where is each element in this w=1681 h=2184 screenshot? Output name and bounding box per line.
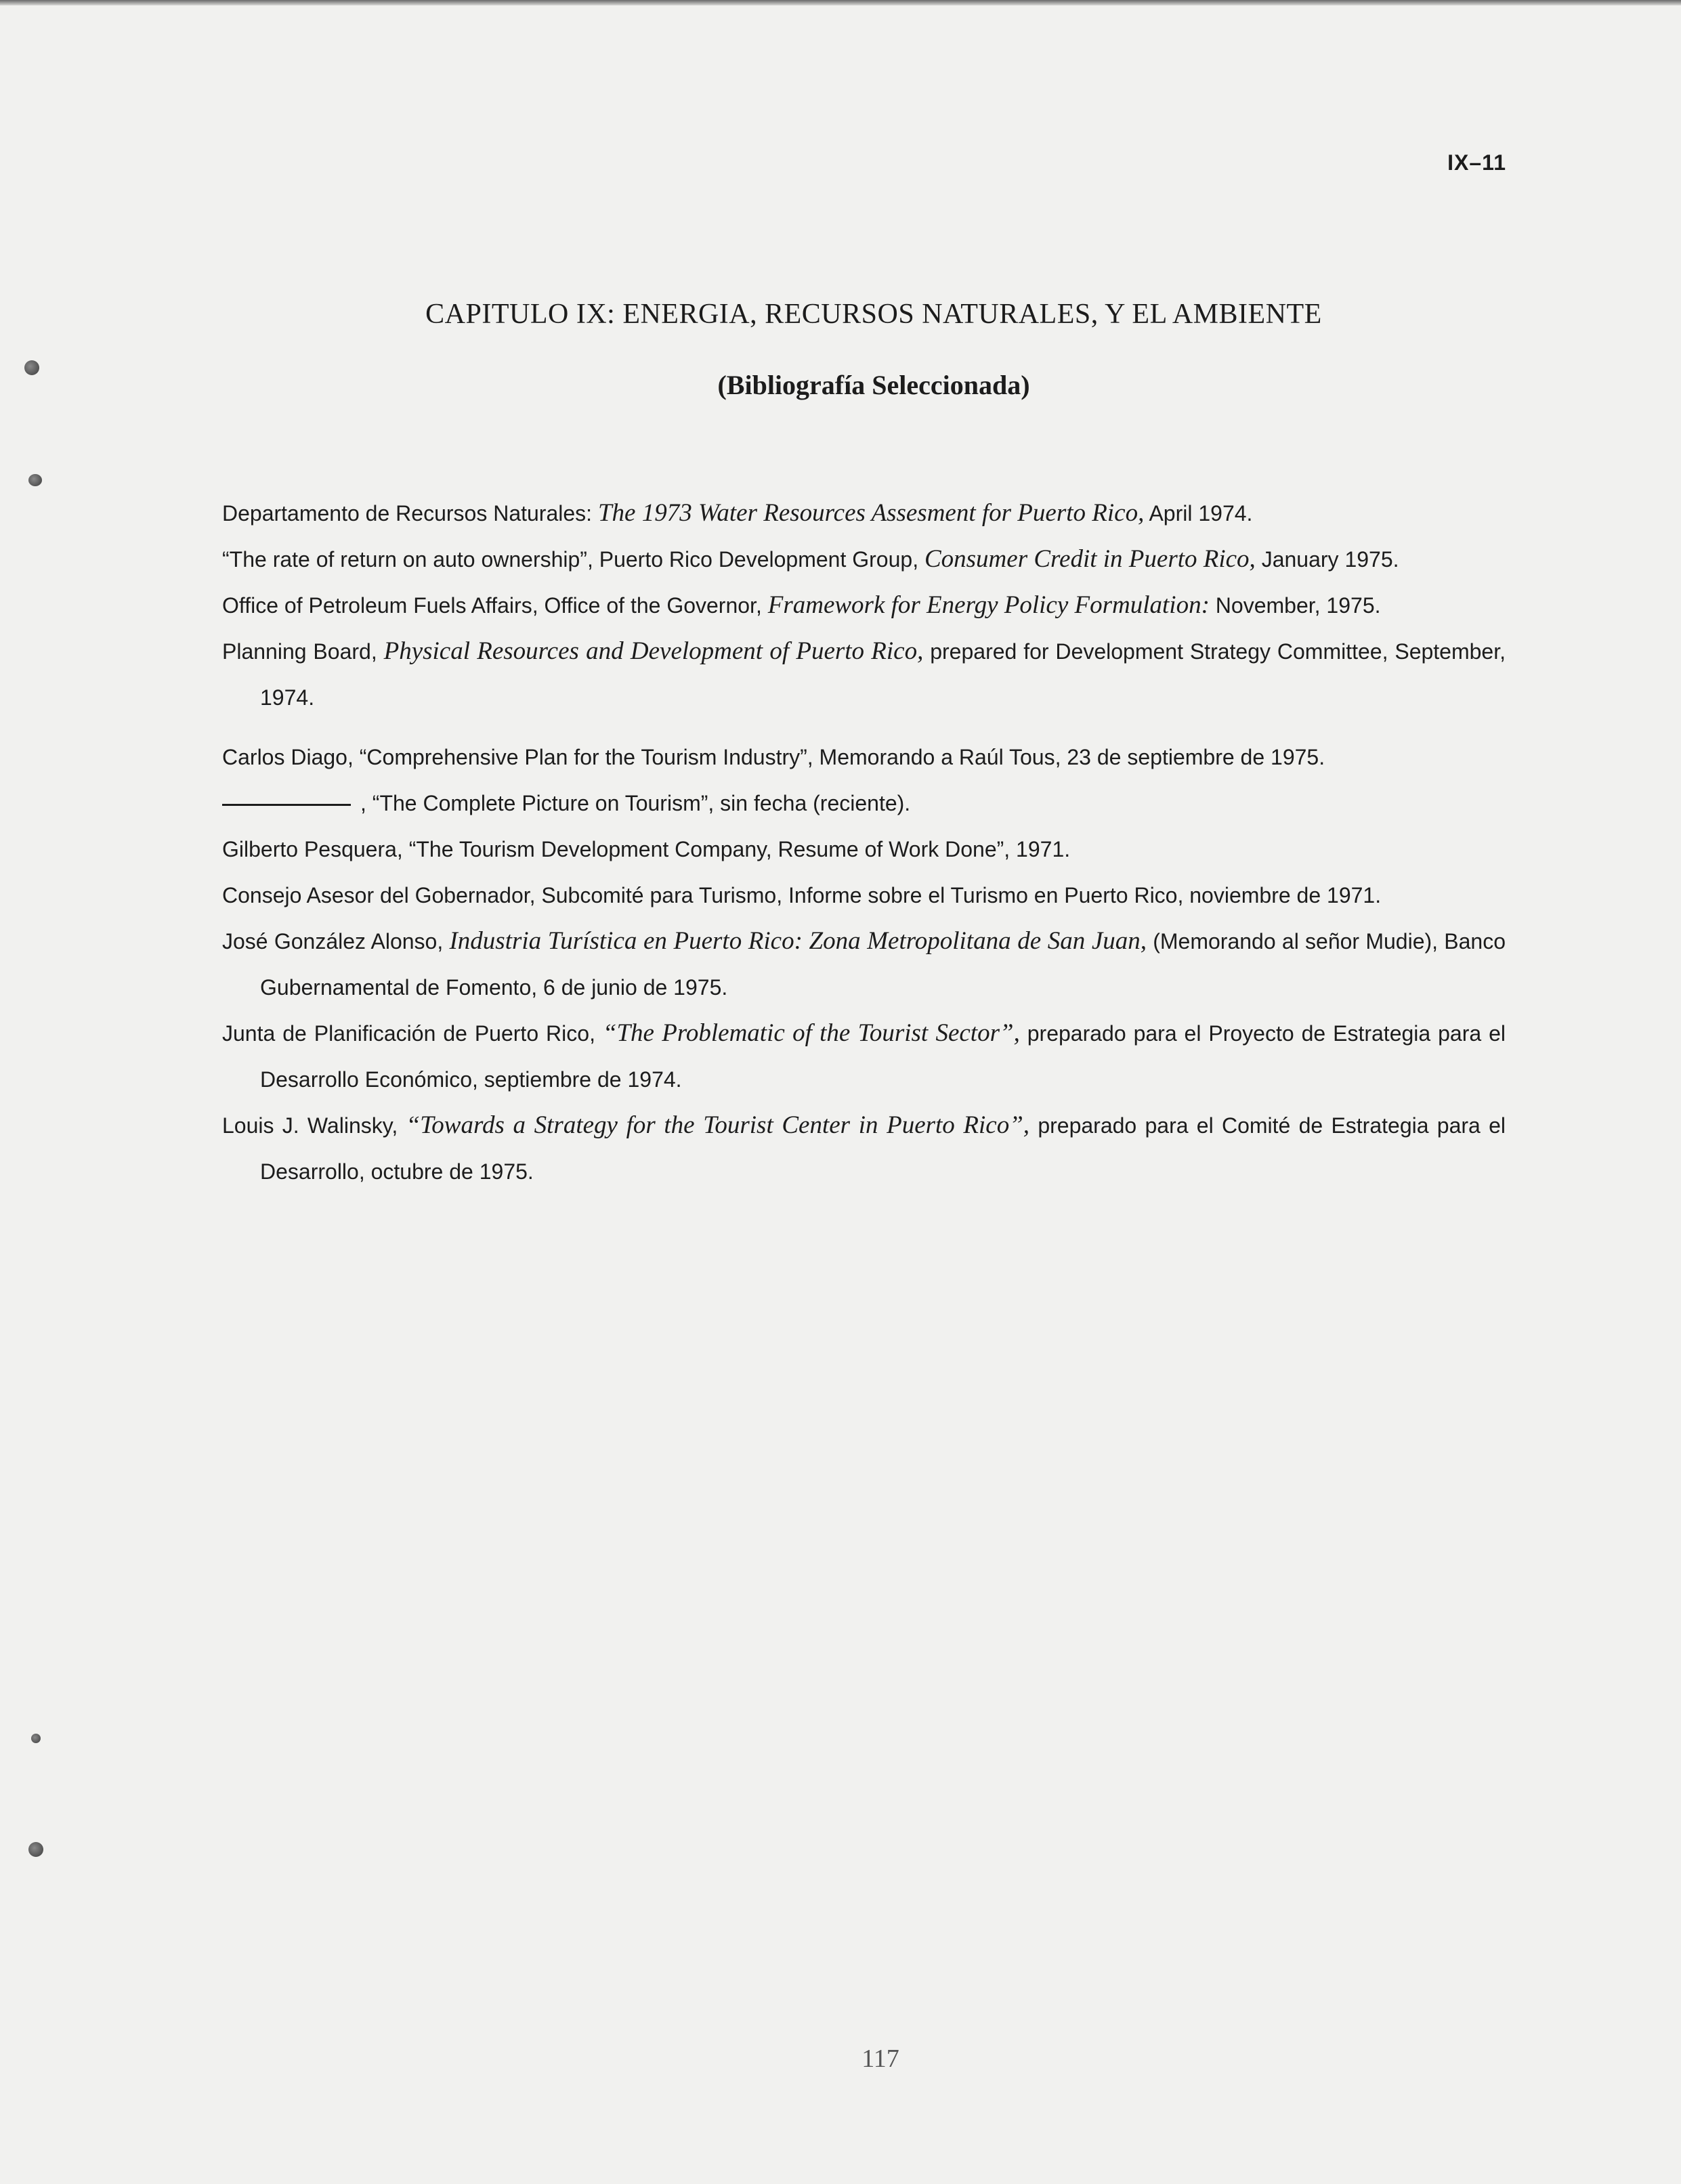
bibliography-entry	[222, 1010, 1506, 1102]
entry-title: “The Problematic of the Tourist Sector”,	[602, 1019, 1020, 1047]
entry-text: Consejo Asesor del Gobernador, Subcomité para Turismo, Informe sobre el Turismo en Puerto Rico, noviembre de 1971.	[222, 883, 1382, 907]
bibliography-entry	[222, 1102, 1506, 1195]
entry-text: (Memorando al señor Mudie), Banco Gubernamental de Fomento, 6 de junio de 1975.	[260, 929, 1506, 1000]
bibliography-list	[222, 490, 1506, 1195]
entry-title: The 1973 Water Resources Assesment for Puerto Rico,	[597, 499, 1145, 527]
entry-text: José González Alonso,	[222, 929, 450, 954]
entry-text: preparado para el Comité de Estrategia para el Desarrollo, octubre de 1975.	[260, 1113, 1506, 1184]
entry-text: prepared for Development Strategy Committee, September, 1974.	[260, 639, 1506, 710]
bibliography-entry	[222, 628, 1506, 721]
ditto-rule	[222, 804, 351, 806]
page-number: 117	[861, 2044, 899, 2073]
entry-text: Gilberto Pesquera, “The Tourism Development Company, Resume of Work Done”, 1971.	[222, 837, 1071, 861]
entry-text: Departamento de Recursos Naturales:	[222, 501, 598, 526]
entry-text: November, 1975.	[1209, 593, 1381, 618]
page-code: IX–11	[1447, 150, 1506, 175]
bibliography-entry	[222, 826, 1506, 872]
bibliography-entry	[222, 918, 1506, 1010]
page-top-edge	[0, 0, 1681, 5]
entry-text: Office of Petroleum Fuels Affairs, Office of the Governor,	[222, 593, 768, 618]
punch-hole	[28, 474, 42, 486]
entry-text: preparado para el Proyecto de Estrategia para el Desarrollo Económico, septiembre de 1974.	[260, 1021, 1506, 1092]
entry-title: Physical Resources and Development of Puerto Rico,	[383, 637, 924, 665]
bibliography-entry	[222, 872, 1506, 918]
bibliography-entry	[222, 734, 1506, 780]
entry-text: , “The Complete Picture on Tourism”, sin fecha (reciente).	[360, 791, 911, 815]
entry-title: Consumer Credit in Puerto Rico,	[924, 545, 1256, 573]
bibliography-entry	[222, 490, 1506, 536]
page-title: CAPITULO IX: ENERGIA, RECURSOS NATURALES, Y EL AMBIENTE	[425, 299, 1322, 330]
entry-text: Planning Board,	[222, 639, 384, 664]
entry-title: Industria Turística en Puerto Rico: Zona Metropolitana de San Juan,	[449, 927, 1147, 955]
bibliography-entry	[222, 780, 1506, 826]
page-subtitle: (Bibliografía Seleccionada)	[717, 370, 1030, 400]
bibliography-entry	[222, 536, 1506, 582]
punch-hole	[31, 1734, 41, 1743]
entry-text: Carlos Diago, “Comprehensive Plan for the Tourism Industry”, Memorando a Raúl Tous, 23 de septiembre de 1975.	[222, 745, 1325, 769]
entry-title: “Towards a Strategy for the Tourist Center in Puerto Rico”,	[406, 1111, 1030, 1139]
punch-hole	[28, 1842, 43, 1857]
entry-title: Framework for Energy Policy Formulation:	[767, 591, 1210, 619]
entry-text: Louis J. Walinsky,	[222, 1113, 406, 1138]
entry-text: April 1974.	[1144, 501, 1253, 526]
bibliography-entry	[222, 582, 1506, 628]
entry-text: January 1975.	[1255, 547, 1399, 572]
entry-text: Junta de Planificación de Puerto Rico,	[222, 1021, 603, 1046]
entry-text: “The rate of return on auto ownership”, Puerto Rico Development Group,	[222, 547, 924, 572]
